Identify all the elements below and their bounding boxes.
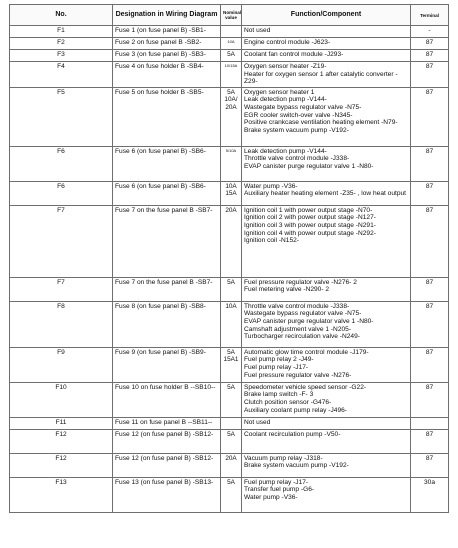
function-line: Ignition coil 2 with power output stage -N127- (244, 214, 376, 222)
table-row (10, 453, 449, 477)
table-row (10, 417, 449, 429)
cell-no: F12 (10, 429, 113, 453)
cell-no: F11 (10, 417, 113, 429)
cell-designation: Fuse 12 (on fuse panel B) -SB12- (113, 429, 221, 453)
cell-no: F4 (10, 62, 113, 88)
function-line: Coolant fan control module -J293- (244, 51, 344, 58)
value-line: 20A (225, 454, 237, 462)
value-line: 10A (227, 39, 235, 44)
cell-value (221, 38, 242, 50)
header-function: Function/Component (242, 5, 411, 26)
cell-function (242, 50, 411, 62)
function-line: Heater for oxygen sensor 1 after catalytic converter -Z29- (244, 70, 398, 86)
function-line: Oxygen sensor heater 1 (244, 88, 315, 96)
table-row (10, 26, 449, 38)
function-line: Fuel pump relay 2 -J49- (244, 356, 314, 364)
function-line: Oxygen sensor heater -Z19- (244, 63, 327, 70)
cell-no: F13 (10, 477, 113, 512)
cell-value (221, 205, 242, 277)
value-line: 10/15A (224, 63, 238, 68)
function-line: Fuel pressure regulator valve -N276- (244, 371, 352, 379)
cell-terminal: 30a (411, 477, 449, 512)
value-line: 10A/ (224, 96, 238, 104)
table-row (10, 62, 449, 88)
cell-function (242, 301, 411, 347)
cell-designation: Fuse 8 (on fuse panel B) -SB8- (113, 301, 221, 347)
cell-terminal: 87 (411, 301, 449, 347)
value-line: 20A (225, 103, 237, 111)
table-row (10, 181, 449, 205)
cell-terminal: 87 (411, 453, 449, 477)
function-line: Wastegate bypass regulator valve -N75- (244, 103, 362, 111)
cell-function (242, 181, 411, 205)
cell-function (242, 429, 411, 453)
table-row (10, 477, 449, 512)
function-line: Camshaft adjustment valve 1 -N205- (244, 325, 352, 333)
value-line: 15A1 (223, 356, 239, 364)
fuse-table (9, 4, 449, 513)
value-line: 5A (227, 478, 235, 486)
cell-value (221, 382, 242, 417)
cell-designation: Fuse 3 (on fuse panel B) -SB3- (113, 50, 221, 62)
value-line: 5A (227, 278, 235, 286)
cell-terminal: 87 (411, 181, 449, 205)
table-header-row (10, 5, 449, 26)
cell-designation: Fuse 1 (on fuse panel B) -SB1- (113, 26, 221, 38)
function-line: Brake lamp switch -F- 3 (244, 391, 314, 399)
cell-value (221, 453, 242, 477)
cell-designation: Fuse 11 on fuse panel B --SB11-- (113, 417, 221, 429)
cell-function (242, 38, 411, 50)
function-line: EGR cooler switch-over valve -N345- (244, 111, 353, 119)
cell-terminal: 87 (411, 38, 449, 50)
cell-terminal: 87 (411, 146, 449, 181)
cell-terminal: 87 (411, 87, 449, 146)
cell-function (242, 146, 411, 181)
cell-terminal (411, 417, 449, 429)
table-row (10, 87, 449, 146)
cell-value (221, 477, 242, 512)
cell-designation: Fuse 10 on fuse holder B --SB10-- (113, 382, 221, 417)
cell-value (221, 429, 242, 453)
function-line: Not used (244, 27, 271, 34)
cell-no: F6 (10, 146, 113, 181)
function-line: Ignition coil -N152- (244, 237, 299, 245)
function-line: Water pump -V36- (244, 182, 298, 190)
cell-terminal: 87 (411, 347, 449, 382)
header-nominal-value: Nominal value (221, 5, 242, 26)
function-line: Automatic glow time control module -J179- (244, 348, 369, 356)
cell-designation: Fuse 13 (on fuse panel B) -SB13- (113, 477, 221, 512)
table-row (10, 347, 449, 382)
cell-terminal: 87 (411, 50, 449, 62)
function-line: Vacuum pump relay -J318- (244, 454, 323, 462)
function-line: Brake system vacuum pump -V192- (244, 462, 349, 470)
table-row (10, 50, 449, 62)
function-line: Wastegate bypass regulator valve -N75- (244, 310, 362, 318)
cell-designation: Fuse 4 on fuse holder B -SB4- (113, 62, 221, 88)
function-line: Fuel pump relay -J17- (244, 363, 309, 371)
value-line: 10A (225, 182, 237, 190)
cell-function (242, 453, 411, 477)
cell-value (221, 417, 242, 429)
cell-designation: Fuse 12 (on fuse panel B) -SB12- (113, 453, 221, 477)
cell-no: F12 (10, 453, 113, 477)
cell-function (242, 62, 411, 88)
cell-function (242, 382, 411, 417)
cell-no: F8 (10, 301, 113, 347)
value-line: 5A (227, 348, 235, 356)
function-line: Coolant recirculation pump -V50- (244, 430, 341, 438)
cell-terminal: - (411, 26, 449, 38)
value-line: 5A (227, 51, 235, 58)
cell-designation: Fuse 9 (on fuse panel B) -SB9- (113, 347, 221, 382)
table-row (10, 38, 449, 50)
table-body (10, 26, 449, 513)
function-line: Leak detection pump -V144- (244, 96, 327, 104)
cell-designation: Fuse 7 on the fuse panel B -SB7- (113, 277, 221, 301)
cell-value (221, 277, 242, 301)
value-line: 5/10A (225, 147, 237, 153)
header-no: No. (10, 5, 113, 26)
cell-designation: Fuse 7 on the fuse panel B -SB7- (113, 205, 221, 277)
function-line: EVAP canister purge regulator valve 1 -N80- (244, 162, 374, 170)
function-line: Throttle valve control module -J338- (244, 302, 350, 310)
cell-no: F6 (10, 181, 113, 205)
cell-designation: Fuse 6 (on fuse panel B) -SB6- (113, 146, 221, 181)
cell-function (242, 277, 411, 301)
header-terminal: Terminal (411, 5, 449, 26)
function-line: Fuel metering valve -N290- 2 (244, 286, 330, 294)
fuse-table-container (9, 4, 448, 513)
cell-designation: Fuse 5 on fuse holder B -SB5- (113, 87, 221, 146)
value-line: 5A (227, 430, 235, 438)
cell-no: F5 (10, 87, 113, 146)
cell-value (221, 347, 242, 382)
value-line: 15A (225, 190, 237, 198)
cell-function (242, 87, 411, 146)
cell-function (242, 417, 411, 429)
function-line: Engine control module -J623- (244, 39, 331, 46)
function-line: Fuel pump relay -J17- (244, 478, 309, 486)
function-line: EVAP canister purge regulator valve 1 -N80- (244, 317, 374, 325)
value-line: 5A (227, 383, 235, 391)
cell-designation: Fuse 6 (on fuse panel B) -SB6- (113, 181, 221, 205)
cell-function (242, 205, 411, 277)
function-line: Throttle valve control module -J338- (244, 155, 350, 163)
function-line: Auxiliary heater heating element -Z35- , low heat output (244, 190, 407, 198)
cell-function (242, 26, 411, 38)
cell-terminal: 87 (411, 205, 449, 277)
function-line: Clutch position sensor -G476- (244, 398, 332, 406)
cell-no: F9 (10, 347, 113, 382)
cell-designation: Fuse 2 on fuse panel B -SB2- (113, 38, 221, 50)
cell-value (221, 26, 242, 38)
function-line: Ignition coil 3 with power output stage -N291- (244, 221, 376, 229)
value-line: 20A (225, 206, 237, 214)
cell-no: F2 (10, 38, 113, 50)
table-row (10, 429, 449, 453)
function-line: Auxiliary coolant pump relay -J496- (244, 406, 347, 414)
function-line: Ignition coil 4 with power output stage -N292- (244, 229, 376, 237)
header-designation: Designation in Wiring Diagram (113, 5, 221, 26)
cell-no: F1 (10, 26, 113, 38)
value-line: 5A (227, 88, 235, 96)
function-line: Transfer fuel pump -G6- (244, 486, 315, 494)
cell-no: F3 (10, 50, 113, 62)
cell-no: F7 (10, 205, 113, 277)
cell-value (221, 301, 242, 347)
function-line: Fuel pressure regulator valve -N276- 2 (244, 278, 357, 286)
cell-value (221, 87, 242, 146)
cell-no: F7 (10, 277, 113, 301)
table-row (10, 146, 449, 181)
cell-terminal: 87 (411, 429, 449, 453)
cell-function (242, 347, 411, 382)
cell-value (221, 62, 242, 88)
function-line: Speedometer vehicle speed sensor -G22- (244, 383, 367, 391)
cell-terminal: 87 (411, 382, 449, 417)
function-line: Turbocharger recirculation valve -N249- (244, 333, 360, 341)
table-row (10, 382, 449, 417)
cell-no: F10 (10, 382, 113, 417)
table-row (10, 205, 449, 277)
table-row (10, 301, 449, 347)
function-line: Leak detection pump -V144- (244, 147, 327, 155)
function-line: Ignition coil 1 with power output stage -N70- (244, 206, 373, 214)
cell-terminal: 87 (411, 277, 449, 301)
value-line: 10A (225, 302, 237, 310)
function-line: Brake system vacuum pump -V192- (244, 126, 349, 134)
table-row (10, 277, 449, 301)
function-line: Positive crankcase ventilation heating element -N79- (244, 119, 398, 127)
cell-value (221, 146, 242, 181)
cell-terminal: 87 (411, 62, 449, 88)
cell-value (221, 50, 242, 62)
function-line: Water pump -V36- (244, 493, 298, 501)
function-line: Not used (244, 418, 271, 426)
cell-function (242, 477, 411, 512)
cell-value (221, 181, 242, 205)
